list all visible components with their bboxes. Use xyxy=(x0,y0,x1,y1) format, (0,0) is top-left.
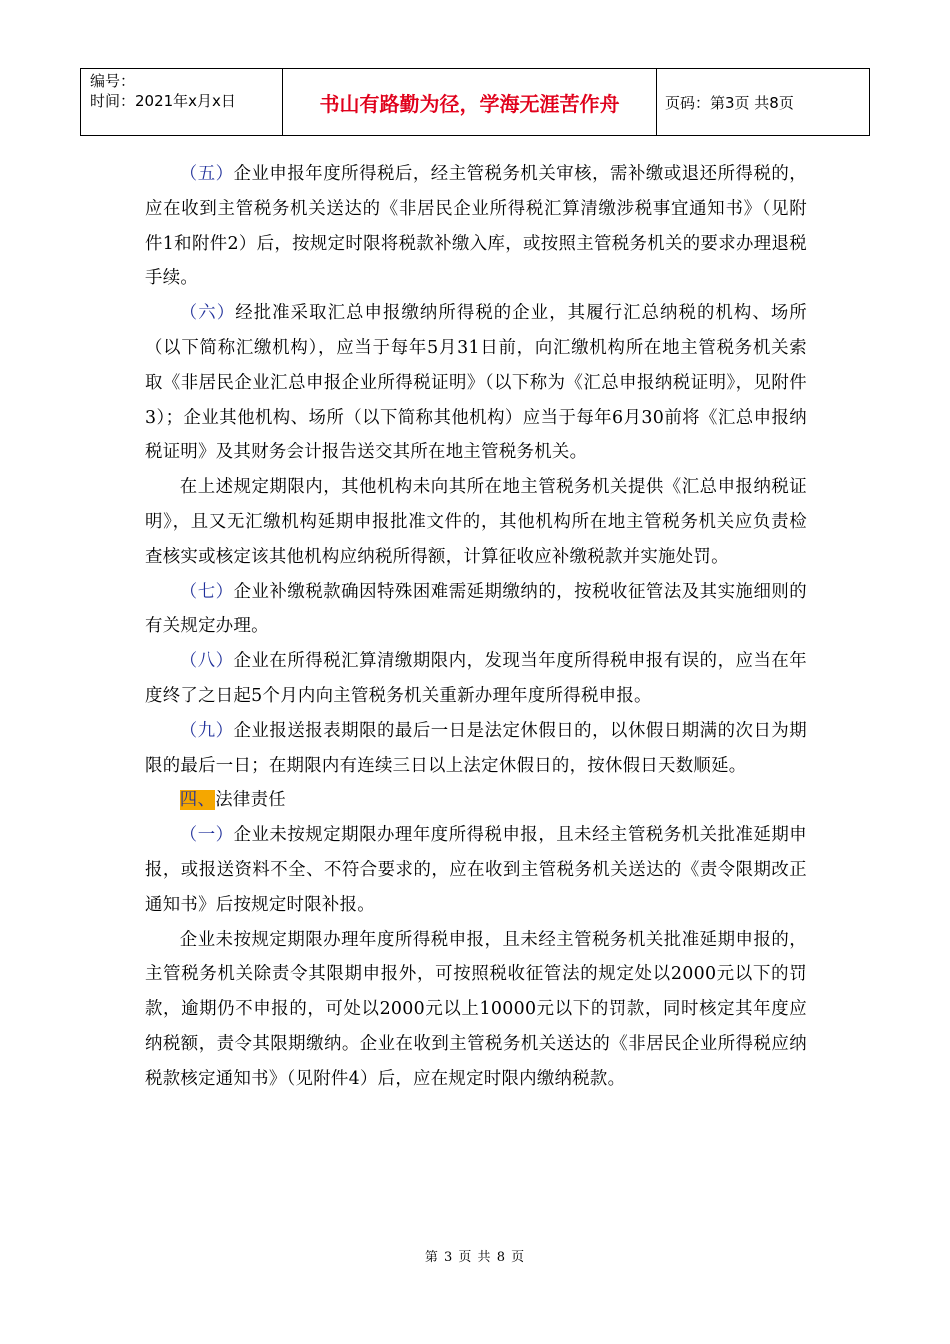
item-number: （七） xyxy=(179,581,234,602)
item-number: （六） xyxy=(179,303,236,324)
paragraph-7 xyxy=(145,575,807,645)
paragraph-legal-1 xyxy=(145,818,807,922)
heading-text: 法律责任 xyxy=(215,790,286,811)
page-header xyxy=(80,68,870,136)
paragraph-text: 企业申报年度所得税后，经主管税务机关审核，需补缴或退还所得税的，应在收到主管税务机关送达的《非居民企业所得税汇算清缴涉税事宜通知书》（见附件1和附件2）后，按规定时限将税款补缴入库，或按照主管税务机关的要求办理退税手续。 xyxy=(145,164,807,289)
paragraph-6 xyxy=(145,296,807,470)
number-label: 编号： xyxy=(90,72,136,90)
paragraph-text: 企业未按规定期限办理年度所得税申报，且未经主管税务机关批准延期申报的，主管税务机关除责令其限期申报外，可按照税收征管法的规定处以2000元以下的罚款，逾期仍不申报的，可处以2000元以上10000元以下的罚款，同时核定其年度应纳税额，责令其限期缴纳。企业在收到主管税务机关送达的《非居民企业所得税应纳税款核定通知书》（见附件4）后，应在规定时限内缴纳税款。 xyxy=(145,929,807,1089)
paragraph-text: 经批准采取汇总申报缴纳所得税的企业，其履行汇总纳税的机构、场所（以下简称汇缴机构），应当于每年5月31日前，向汇缴机构所在地主管税务机关索取《非居民企业汇总申报企业所得税证明》（以下称为《汇总申报纳税证明》，见附件3）；企业其他机构、场所（以下简称其他机构）应当于每年6月30前将《汇总申报纳税证明》及其财务会计报告送交其所在地主管税务机关。 xyxy=(145,303,807,463)
paragraph-text: 企业在所得税汇算清缴期限内，发现当年度所得税申报有误的，应当在年度终了之日起5个月内向主管税务机关重新办理年度所得税申报。 xyxy=(145,651,807,706)
paragraph-legal-1-cont xyxy=(145,923,807,1097)
document-body xyxy=(145,157,807,1097)
paragraph-text: 企业未按规定期限办理年度所得税申报，且未经主管税务机关批准延期申报，或报送资料不全、不符合要求的，应在收到主管税务机关送达的《责令限期改正通知书》后按规定时限补报。 xyxy=(145,825,807,915)
section-heading-legal xyxy=(145,783,807,818)
item-number: （九） xyxy=(179,720,234,741)
header-meta xyxy=(81,69,283,135)
item-number: （五） xyxy=(179,164,234,184)
page-footer: 第 3 页 共 8 页 xyxy=(424,1250,526,1265)
paragraph-5 xyxy=(145,157,807,296)
paragraph-6-cont xyxy=(145,470,807,574)
item-number: （八） xyxy=(179,651,234,672)
paragraph-text: 企业报送报表期限的最后一日是法定休假日的，以休假日期满的次日为期限的最后一日；在期限内有连续三日以上法定休假日的，按休假日天数顺延。 xyxy=(145,720,807,776)
heading-number: 四、 xyxy=(179,790,216,811)
paragraph-text: 企业补缴税款确因特殊困难需延期缴纳的，按税收征管法及其实施细则的有关规定办理。 xyxy=(145,581,807,637)
time-label: 时间：2021年x月x日 xyxy=(90,92,236,110)
item-number: （一） xyxy=(179,825,234,846)
paragraph-8 xyxy=(145,644,807,714)
paragraph-text: 在上述规定期限内，其他机构未向其所在地主管税务机关提供《汇总申报纳税证明》，且又无汇缴机构延期申报批准文件的，其他机构所在地主管税务机关应负责检查核实或核定该其他机构应纳税所得额，计算征收应补缴税款并实施处罚。 xyxy=(145,477,807,567)
paragraph-9 xyxy=(145,714,807,784)
header-motto: 书山有路勤为径，学海无涯苦作舟 xyxy=(283,69,657,135)
header-page-info: 页码：第3页 共8页 xyxy=(665,93,794,112)
